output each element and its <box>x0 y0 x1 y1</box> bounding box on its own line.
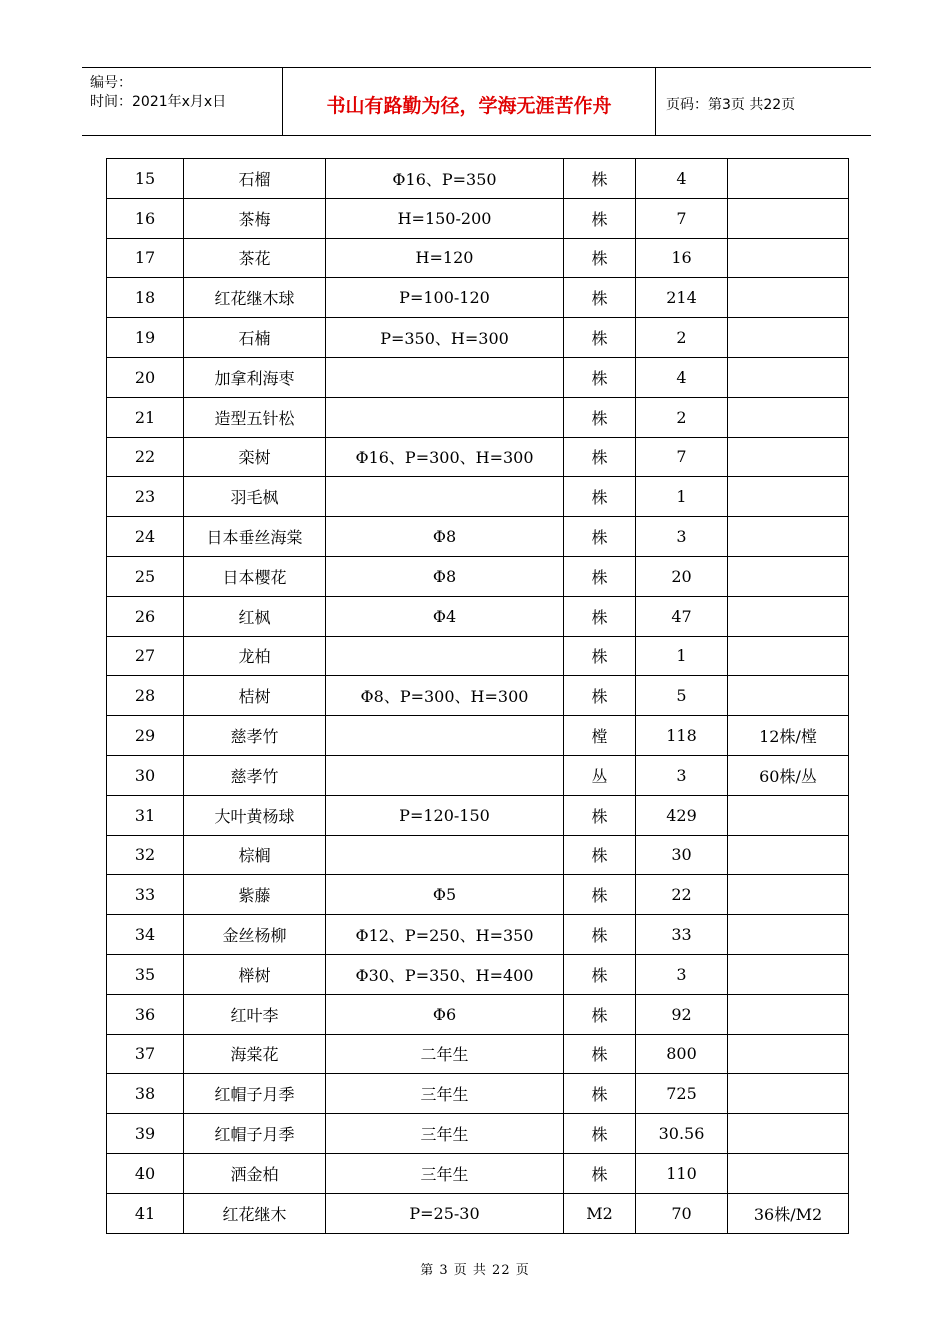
unit-cell: 株 <box>564 676 636 716</box>
name-cell: 慈孝竹 <box>184 755 326 795</box>
name-cell: 栾树 <box>184 437 326 477</box>
remark-cell <box>728 875 849 915</box>
name-cell: 石榴 <box>184 159 326 199</box>
seq-cell: 27 <box>107 636 184 676</box>
spec-cell: P=100-120 <box>326 278 564 318</box>
remark-cell <box>728 238 849 278</box>
table-row <box>107 477 849 517</box>
unit-cell: 株 <box>564 1153 636 1193</box>
name-cell: 日本樱花 <box>184 556 326 596</box>
unit-cell: 株 <box>564 1114 636 1154</box>
table-row <box>107 716 849 756</box>
spec-cell: H=150-200 <box>326 198 564 238</box>
seq-cell: 25 <box>107 556 184 596</box>
name-cell: 红帽子月季 <box>184 1114 326 1154</box>
spec-cell <box>326 716 564 756</box>
spec-cell: Φ16、P=350 <box>326 159 564 199</box>
spec-cell <box>326 397 564 437</box>
quantity-cell: 725 <box>636 1074 728 1114</box>
unit-cell: M2 <box>564 1193 636 1233</box>
quantity-cell: 4 <box>636 357 728 397</box>
spec-cell: Φ5 <box>326 875 564 915</box>
seq-cell: 23 <box>107 477 184 517</box>
quantity-cell: 30 <box>636 835 728 875</box>
seq-cell: 38 <box>107 1074 184 1114</box>
remark-cell <box>728 835 849 875</box>
name-cell: 羽毛枫 <box>184 477 326 517</box>
header-page-info: 页码：第3页 共22页 <box>666 96 796 113</box>
quantity-cell: 429 <box>636 795 728 835</box>
remark-cell: 36株/M2 <box>728 1193 849 1233</box>
quantity-cell: 92 <box>636 994 728 1034</box>
name-cell: 慈孝竹 <box>184 716 326 756</box>
unit-cell: 株 <box>564 238 636 278</box>
table-row <box>107 795 849 835</box>
seq-cell: 35 <box>107 954 184 994</box>
table-row <box>107 159 849 199</box>
table-row <box>107 915 849 955</box>
name-cell: 洒金柏 <box>184 1153 326 1193</box>
remark-cell <box>728 1074 849 1114</box>
unit-cell: 株 <box>564 596 636 636</box>
unit-cell: 株 <box>564 556 636 596</box>
document-date: 时间：2021年x月x日 <box>90 94 227 110</box>
seq-cell: 17 <box>107 238 184 278</box>
header-meta <box>82 68 283 135</box>
table-row <box>107 1193 849 1233</box>
seq-cell: 26 <box>107 596 184 636</box>
name-cell: 大叶黄杨球 <box>184 795 326 835</box>
table-row <box>107 994 849 1034</box>
table-row <box>107 357 849 397</box>
table-row <box>107 954 849 994</box>
spec-cell <box>326 357 564 397</box>
spec-cell <box>326 835 564 875</box>
quantity-cell: 3 <box>636 517 728 557</box>
seq-cell: 34 <box>107 915 184 955</box>
quantity-cell: 118 <box>636 716 728 756</box>
name-cell: 茶花 <box>184 238 326 278</box>
table-row <box>107 636 849 676</box>
remark-cell <box>728 596 849 636</box>
quantity-cell: 800 <box>636 1034 728 1074</box>
seq-cell: 39 <box>107 1114 184 1154</box>
unit-cell: 株 <box>564 517 636 557</box>
seq-cell: 37 <box>107 1034 184 1074</box>
remark-cell <box>728 278 849 318</box>
quantity-cell: 70 <box>636 1193 728 1233</box>
quantity-cell: 16 <box>636 238 728 278</box>
table-row <box>107 198 849 238</box>
name-cell: 红花继木球 <box>184 278 326 318</box>
unit-cell: 株 <box>564 1074 636 1114</box>
table-row <box>107 835 849 875</box>
quantity-cell: 3 <box>636 954 728 994</box>
seq-cell: 20 <box>107 357 184 397</box>
remark-cell <box>728 357 849 397</box>
quantity-cell: 30.56 <box>636 1114 728 1154</box>
name-cell: 茶梅 <box>184 198 326 238</box>
unit-cell: 株 <box>564 437 636 477</box>
quantity-cell: 110 <box>636 1153 728 1193</box>
plant-table <box>106 158 849 1234</box>
spec-cell: Φ6 <box>326 994 564 1034</box>
seq-cell: 22 <box>107 437 184 477</box>
table-row <box>107 1114 849 1154</box>
quantity-cell: 1 <box>636 477 728 517</box>
page-footer: 第 3 页 共 22 页 <box>420 1263 530 1278</box>
unit-cell: 株 <box>564 159 636 199</box>
name-cell: 红枫 <box>184 596 326 636</box>
remark-cell <box>728 397 849 437</box>
spec-cell: Φ8 <box>326 517 564 557</box>
remark-cell <box>728 1153 849 1193</box>
quantity-cell: 33 <box>636 915 728 955</box>
name-cell: 红叶李 <box>184 994 326 1034</box>
unit-cell: 株 <box>564 954 636 994</box>
seq-cell: 21 <box>107 397 184 437</box>
unit-cell: 株 <box>564 477 636 517</box>
unit-cell: 株 <box>564 915 636 955</box>
remark-cell <box>728 1034 849 1074</box>
remark-cell <box>728 636 849 676</box>
name-cell: 紫藤 <box>184 875 326 915</box>
seq-cell: 24 <box>107 517 184 557</box>
spec-cell <box>326 755 564 795</box>
page-header <box>82 67 871 136</box>
quantity-cell: 7 <box>636 198 728 238</box>
unit-cell: 株 <box>564 636 636 676</box>
table-row <box>107 755 849 795</box>
seq-cell: 18 <box>107 278 184 318</box>
spec-cell: P=120-150 <box>326 795 564 835</box>
seq-cell: 29 <box>107 716 184 756</box>
table-row <box>107 596 849 636</box>
spec-cell: P=25-30 <box>326 1193 564 1233</box>
unit-cell: 株 <box>564 795 636 835</box>
remark-cell: 12株/樘 <box>728 716 849 756</box>
spec-cell: Φ30、P=350、H=400 <box>326 954 564 994</box>
spec-cell: Φ8、P=300、H=300 <box>326 676 564 716</box>
spec-cell: Φ4 <box>326 596 564 636</box>
remark-cell <box>728 318 849 358</box>
plant-table-body <box>107 159 849 1234</box>
spec-cell: 三年生 <box>326 1114 564 1154</box>
table-row <box>107 437 849 477</box>
table-row <box>107 517 849 557</box>
unit-cell: 株 <box>564 835 636 875</box>
quantity-cell: 20 <box>636 556 728 596</box>
remark-cell <box>728 994 849 1034</box>
quantity-cell: 3 <box>636 755 728 795</box>
remark-cell <box>728 1114 849 1154</box>
unit-cell: 株 <box>564 278 636 318</box>
remark-cell <box>728 556 849 596</box>
table-row <box>107 676 849 716</box>
remark-cell <box>728 915 849 955</box>
spec-cell: H=120 <box>326 238 564 278</box>
seq-cell: 32 <box>107 835 184 875</box>
seq-cell: 33 <box>107 875 184 915</box>
unit-cell: 株 <box>564 357 636 397</box>
seq-cell: 31 <box>107 795 184 835</box>
remark-cell <box>728 159 849 199</box>
remark-cell <box>728 954 849 994</box>
seq-cell: 40 <box>107 1153 184 1193</box>
seq-cell: 15 <box>107 159 184 199</box>
name-cell: 日本垂丝海棠 <box>184 517 326 557</box>
table-row <box>107 556 849 596</box>
spec-cell: 二年生 <box>326 1034 564 1074</box>
name-cell: 海棠花 <box>184 1034 326 1074</box>
spec-cell: 三年生 <box>326 1074 564 1114</box>
seq-cell: 28 <box>107 676 184 716</box>
quantity-cell: 214 <box>636 278 728 318</box>
unit-cell: 丛 <box>564 755 636 795</box>
remark-cell <box>728 477 849 517</box>
spec-cell: P=350、H=300 <box>326 318 564 358</box>
seq-cell: 41 <box>107 1193 184 1233</box>
spec-cell: Φ8 <box>326 556 564 596</box>
name-cell: 金丝杨柳 <box>184 915 326 955</box>
spec-cell <box>326 477 564 517</box>
seq-cell: 19 <box>107 318 184 358</box>
quantity-cell: 2 <box>636 397 728 437</box>
table-row <box>107 875 849 915</box>
quantity-cell: 2 <box>636 318 728 358</box>
table-row <box>107 1034 849 1074</box>
spec-cell: 三年生 <box>326 1153 564 1193</box>
spec-cell: Φ12、P=250、H=350 <box>326 915 564 955</box>
spec-cell: Φ16、P=300、H=300 <box>326 437 564 477</box>
remark-cell: 60株/丛 <box>728 755 849 795</box>
quantity-cell: 1 <box>636 636 728 676</box>
table-row <box>107 238 849 278</box>
table-row <box>107 278 849 318</box>
name-cell: 榉树 <box>184 954 326 994</box>
unit-cell: 樘 <box>564 716 636 756</box>
name-cell: 石楠 <box>184 318 326 358</box>
unit-cell: 株 <box>564 397 636 437</box>
unit-cell: 株 <box>564 875 636 915</box>
unit-cell: 株 <box>564 1034 636 1074</box>
remark-cell <box>728 517 849 557</box>
name-cell: 红帽子月季 <box>184 1074 326 1114</box>
table-row <box>107 1074 849 1114</box>
name-cell: 造型五针松 <box>184 397 326 437</box>
quantity-cell: 47 <box>636 596 728 636</box>
remark-cell <box>728 795 849 835</box>
header-slogan: 书山有路勤为径，学海无涯苦作舟 <box>283 68 656 135</box>
remark-cell <box>728 437 849 477</box>
name-cell: 棕榈 <box>184 835 326 875</box>
unit-cell: 株 <box>564 198 636 238</box>
seq-cell: 30 <box>107 755 184 795</box>
unit-cell: 株 <box>564 994 636 1034</box>
quantity-cell: 7 <box>636 437 728 477</box>
quantity-cell: 4 <box>636 159 728 199</box>
seq-cell: 16 <box>107 198 184 238</box>
name-cell: 龙柏 <box>184 636 326 676</box>
spec-cell <box>326 636 564 676</box>
remark-cell <box>728 676 849 716</box>
name-cell: 桔树 <box>184 676 326 716</box>
quantity-cell: 22 <box>636 875 728 915</box>
seq-cell: 36 <box>107 994 184 1034</box>
quantity-cell: 5 <box>636 676 728 716</box>
remark-cell <box>728 198 849 238</box>
name-cell: 红花继木 <box>184 1193 326 1233</box>
document-number-label: 编号： <box>90 75 132 91</box>
table-row <box>107 318 849 358</box>
unit-cell: 株 <box>564 318 636 358</box>
name-cell: 加拿利海枣 <box>184 357 326 397</box>
table-row <box>107 1153 849 1193</box>
table-row <box>107 397 849 437</box>
